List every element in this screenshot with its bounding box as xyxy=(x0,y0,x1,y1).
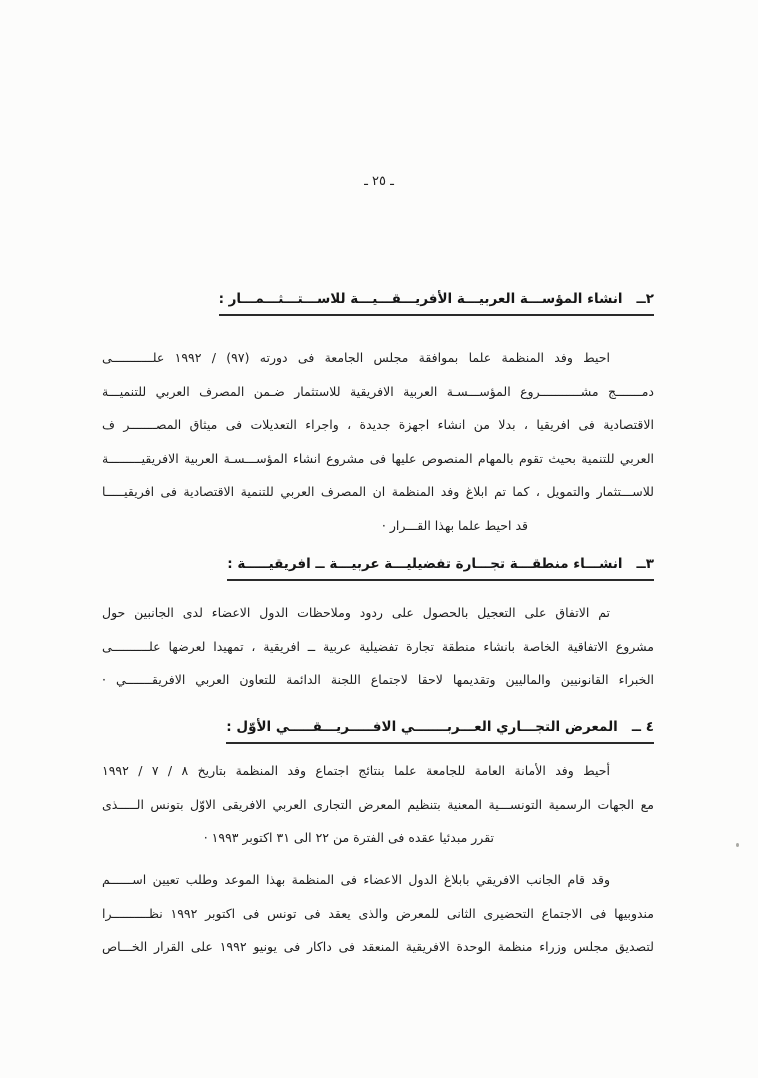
paragraph-line: للاســـتثمار والتمويل ، كما تم ابلاغ وفد المنظمة ان المصرف العربي للتنمية الاقتصادية فى افريقيـــــا xyxy=(102,484,654,499)
paragraph-line: مع الجهات الرسمية التونســـية المعنية بتنظيم المعرض التجارى العربي الافريقى الاوّل بتونس الـــــذى xyxy=(102,796,654,812)
section-2-title: انشاء المؤســـة العربيـــة الأفريـــقـــيـــة للاســـتـــثـــمـــار : xyxy=(218,291,623,307)
paragraph-line: مندوبيها فى الاجتماع التحضيرى الثانى للمعرض والذى يعقد فى تونس فى اكتوبر ١٩٩٢ نظــــــــــرا xyxy=(102,905,654,921)
paragraph-line: احيط وفد المنظمة علما بموافقة مجلس الجامعة فى دورته (٩٧) / ١٩٩٢ علـــــــــــى xyxy=(102,350,610,365)
section-3-heading xyxy=(102,556,654,581)
paragraph-line: قد احيط علما بهذا القـــرار · xyxy=(381,517,528,533)
paragraph-line: لتصديق مجلس وزراء منظمة الوحدة الافريقية المنعقد فى داكار فى يونيو ١٩٩٢ على القرار الخـــاص xyxy=(102,939,654,954)
section-4-heading-underline xyxy=(226,719,654,744)
section-2-heading-underline xyxy=(219,291,654,316)
section-3-paragraph xyxy=(102,596,654,697)
paragraph-line: الخبراء القانونيين والماليين وتقديمها لاحقا لاجتماع اللجنة الدائمة للتعاون العربي الافريقـــــــي · xyxy=(102,672,654,687)
section-4-title: المعرض التجـــاري العـــربـــــــي الافـــــريـــقـــــي الأوّل : xyxy=(226,719,618,735)
page-number: ـ ٢٥ ـ xyxy=(364,174,394,189)
paragraph-line: مشروع الاتفاقية الخاصة بانشاء منطقة تجارة تفضيلية عربية ــ افريقية ، تمهيدا لعرضها علــــــــــى xyxy=(102,638,654,654)
section-3-number: ٣ــ xyxy=(636,556,654,572)
section-4-paragraph-2 xyxy=(102,863,654,964)
section-2-paragraph xyxy=(102,341,654,542)
paragraph-line: وقد قام الجانب الافريقي بابلاغ الدول الاعضاء فى المنظمة بهذا الموعد وطلب تعيين اســــــم xyxy=(102,872,610,887)
section-4-heading xyxy=(102,719,654,744)
paragraph-line: الاقتصادية فى افريقيا ، بدلا من انشاء اجهزة جديدة ، واجراء التعديلات فى ميثاق المصـــــــر ف xyxy=(102,417,654,432)
paragraph-line: أحيط وفد الأمانة العامة للجامعة علما بنتائج اجتماع وفد المنظمة بتاريخ ٨ / ٧ / ١٩٩٢ xyxy=(102,763,610,778)
section-3-title: انشـــاء منطقـــة تجـــارة تفضيليـــة عربيـــة ــ افريقيـــــة : xyxy=(227,556,623,572)
section-2-number: ٢ــ xyxy=(636,291,654,307)
paragraph-line: تقرر مبدئيا عقده فى الفترة من ٢٢ الى ٣١ اكتوبر ١٩٩٣ · xyxy=(203,830,494,845)
section-2-heading xyxy=(102,291,654,316)
section-3-heading-underline xyxy=(227,556,654,581)
paragraph-line: العربي للتنمية بحيث تقوم بالمهام المنصوص عليها فى مشروع انشاء المؤســـسـة العربية الافريقيـــــــــة xyxy=(102,450,654,466)
paragraph-line: دمـــــــج مشـــــــــــروع المؤســـسـة العربية الافريقية للاستثمار ضـمن المصرف العربي للتنميـــة xyxy=(102,383,654,399)
paragraph-line: تم الاتفاق على التعجيل بالحصول على ردود وملاحظات الدول الاعضاء لدى الجانبين حول xyxy=(102,605,610,620)
section-4-number: ٤ ــ xyxy=(631,719,654,735)
section-4-paragraph-1 xyxy=(102,754,654,855)
scan-artifact-speck xyxy=(736,843,739,847)
